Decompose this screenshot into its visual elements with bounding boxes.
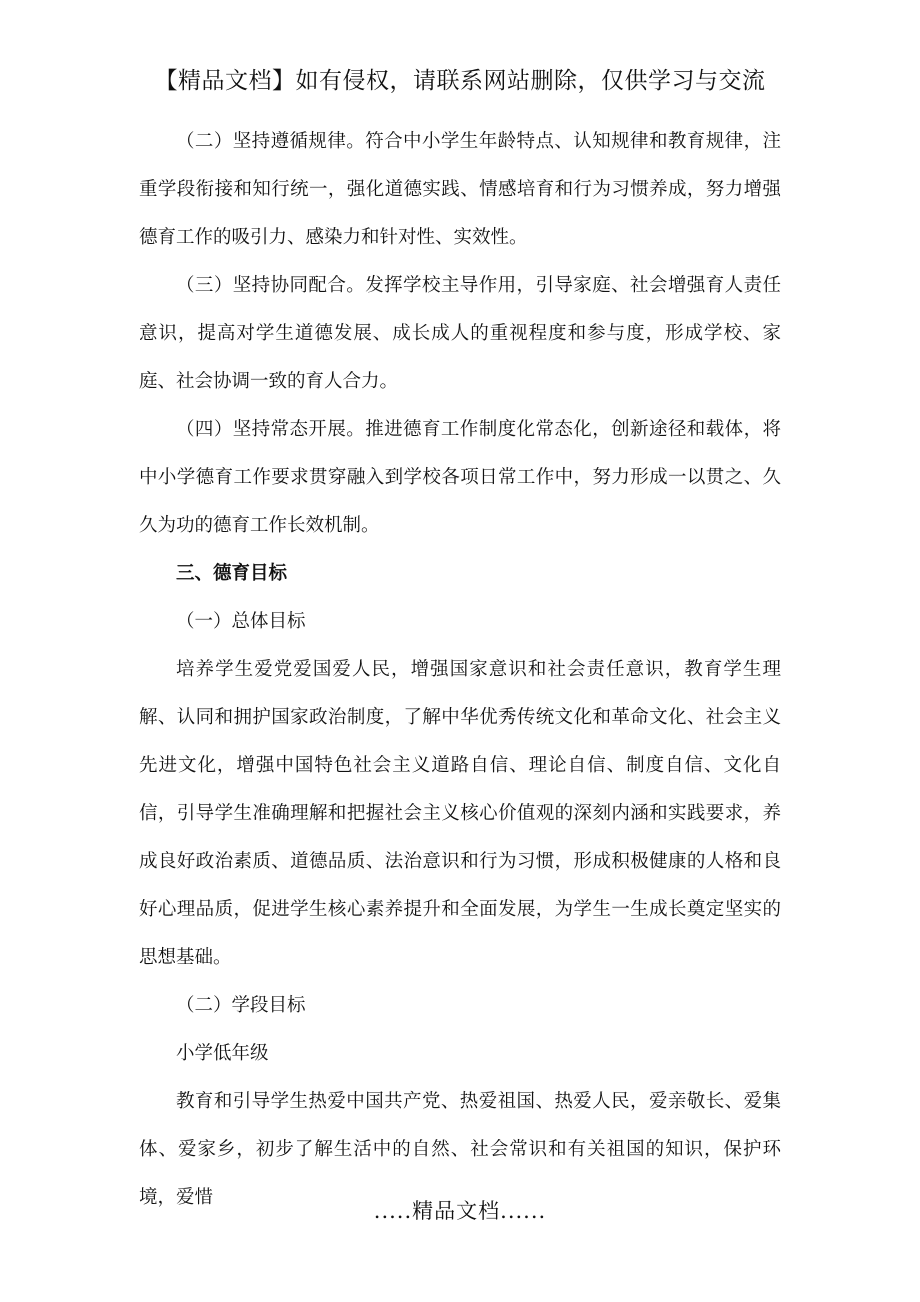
section-heading-goals: 三、德育目标 xyxy=(176,563,288,584)
paragraph-principle-2: （二）坚持遵循规律。符合中小学生年龄特点、认知规律和教育规律，注重学段衔接和知行统一，强化道德实践、情感培育和行为习惯养成，努力增强德育工作的吸引力、感染力和针对性、实效性。 xyxy=(139,131,781,248)
subheading-lower-primary: 小学低年级 xyxy=(176,1043,269,1064)
paragraph-lower-primary: 教育和引导学生热爱中国共产党、热爱祖国、热爱人民，爱亲敬长、爱集体、爱家乡，初步了解生活中的自然、社会常识和有关祖国的知识，保护环境，爱惜 xyxy=(139,1091,781,1208)
subheading-overall-goal: （一）总体目标 xyxy=(176,611,306,632)
subheading-stage-goals: （二）学段目标 xyxy=(176,995,306,1016)
paragraph-principle-4: （四）坚持常态开展。推进德育工作制度化常态化，创新途径和载体，将中小学德育工作要求贯穿融入到学校各项日常工作中，努力形成一以贯之、久久为功的德育工作长效机制。 xyxy=(139,419,781,536)
page-footer: .....精品文档...... xyxy=(373,1199,547,1223)
paragraph-overall-goal: 培养学生爱党爱国爱人民，增强国家意识和社会责任意识，教育学生理解、认同和拥护国家政治制度，了解中华优秀传统文化和革命文化、社会主义先进文化，增强中国特色社会主义道路自信、理论自信、制度自信、文化自信，引导学生准确理解和把握社会主义核心价值观的深刻内涵和实践要求，养成良好政治素质、道德品质、法治意识和行为习惯，形成积极健康的人格和良好心理品质，促进学生核心素养提升和全面发展，为学生一生成长奠定坚实的思想基础。 xyxy=(139,659,781,968)
page-header: 【精品文档】如有侵权，请联系网站删除，仅供学习与交流 xyxy=(154,68,766,94)
paragraph-principle-3: （三）坚持协同配合。发挥学校主导作用，引导家庭、社会增强育人责任意识，提高对学生道德发展、成长成人的重视程度和参与度，形成学校、家庭、社会协调一致的育人合力。 xyxy=(139,275,781,392)
document-body xyxy=(139,118,781,1222)
